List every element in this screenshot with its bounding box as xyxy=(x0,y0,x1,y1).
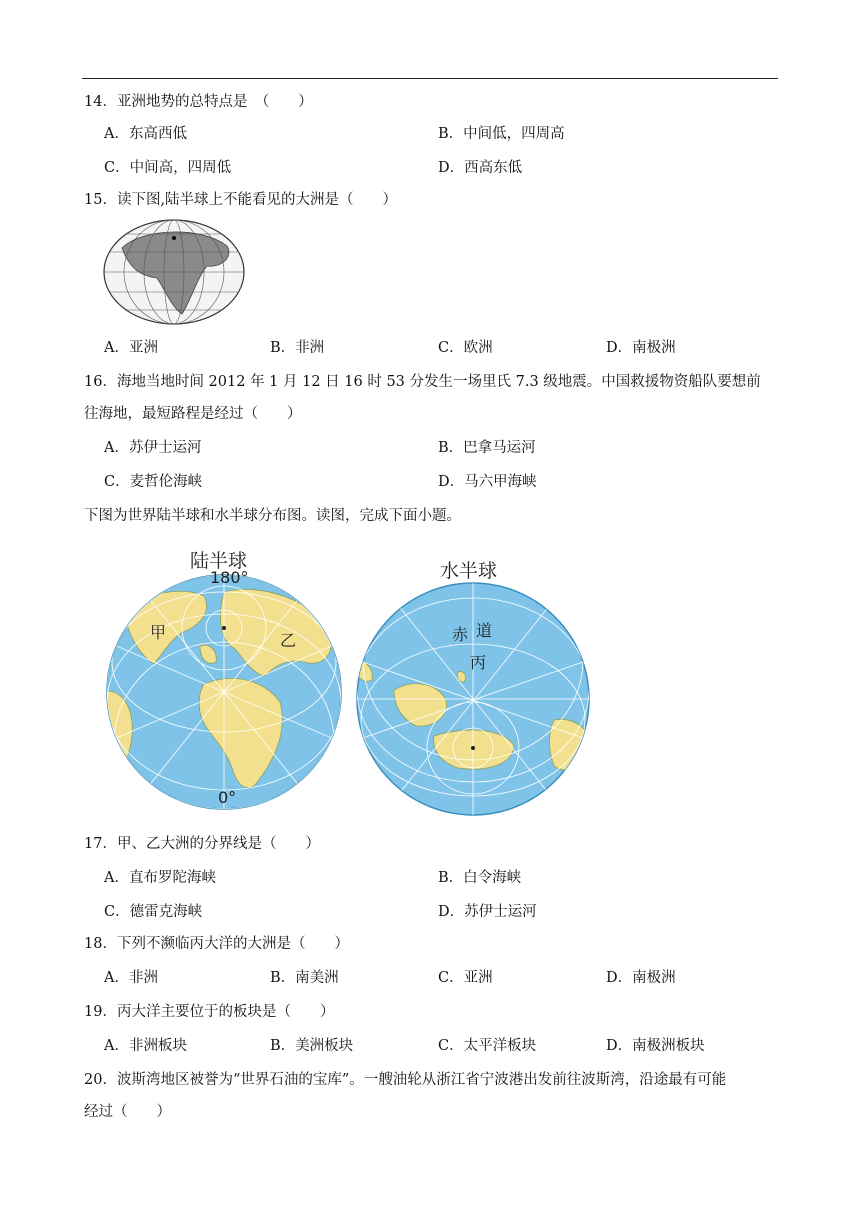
land-top-meridian-label: 180° xyxy=(210,568,249,587)
water-hemisphere-globe xyxy=(354,580,592,818)
question-15-stem: 15．读下图,陆半球上不能看见的大洲是（ ） xyxy=(84,192,398,208)
land-hemisphere-globe xyxy=(104,572,344,812)
q14-option-a[interactable]: A．东高西低 xyxy=(104,126,187,142)
question-16-stem-line1: 16．海地当地时间 2012 年 1 月 12 日 16 时 53 分发生一场里氏 7.3 级地震。中国救援物资船队要想前 xyxy=(84,374,761,390)
q16-option-d[interactable]: D．马六甲海峡 xyxy=(438,474,537,490)
q17-option-c[interactable]: C．德雷克海峡 xyxy=(104,904,203,920)
equator-label-2: 道 xyxy=(476,621,493,640)
q14-option-c[interactable]: C．中间高，四周低 xyxy=(104,160,232,176)
label-bing: 丙 xyxy=(470,653,487,672)
q18-option-b[interactable]: B．南美洲 xyxy=(270,970,339,986)
q15-option-b[interactable]: B．非洲 xyxy=(270,340,325,356)
q14-option-b[interactable]: B．中间低，四周高 xyxy=(438,126,565,142)
water-hemisphere-title: 水半球 xyxy=(440,560,498,582)
question-16-stem-line2: 往海地，最短路程是经过（ ） xyxy=(84,406,302,422)
land-hemisphere-title: 陆半球 xyxy=(190,550,248,572)
question-14-stem: 14．亚洲地势的总特点是 （ ） xyxy=(84,94,313,110)
figure-intro: 下图为世界陆半球和水半球分布图。读图，完成下面小题。 xyxy=(84,508,461,524)
question-18-stem: 18．下列不濒临丙大洋的大洲是（ ） xyxy=(84,936,349,952)
label-yi: 乙 xyxy=(280,631,297,650)
q19-option-d[interactable]: D．南极洲板块 xyxy=(606,1038,705,1054)
q18-option-c[interactable]: C．亚洲 xyxy=(438,970,493,986)
q17-option-d[interactable]: D．苏伊士运河 xyxy=(438,904,537,920)
q18-option-d[interactable]: D．南极洲 xyxy=(606,970,676,986)
land-bottom-meridian-label: 0° xyxy=(218,788,237,807)
equator-label-1: 赤 xyxy=(452,625,469,644)
q16-option-b[interactable]: B．巴拿马运河 xyxy=(438,440,536,456)
small-hemisphere-map xyxy=(102,218,246,326)
q17-option-b[interactable]: B．白令海峡 xyxy=(438,870,522,886)
question-19-stem: 19．丙大洋主要位于的板块是（ ） xyxy=(84,1004,335,1020)
q15-option-a[interactable]: A．亚洲 xyxy=(104,340,158,356)
q16-option-c[interactable]: C．麦哲伦海峡 xyxy=(104,474,203,490)
q15-option-d[interactable]: D．南极洲 xyxy=(606,340,676,356)
q14-option-d[interactable]: D．西高东低 xyxy=(438,160,523,176)
q17-option-a[interactable]: A．直布罗陀海峡 xyxy=(104,870,216,886)
label-jia: 甲 xyxy=(150,623,167,642)
question-20-stem-line1: 20．波斯湾地区被誉为“世界石油的宝库”。一艘油轮从浙江省宁波港出发前往波斯湾，沿途最有可能 xyxy=(84,1072,727,1088)
q19-option-b[interactable]: B．美洲板块 xyxy=(270,1038,354,1054)
question-17-stem: 17．甲、乙大洲的分界线是（ ） xyxy=(84,836,320,852)
q16-option-a[interactable]: A．苏伊士运河 xyxy=(104,440,202,456)
q18-option-a[interactable]: A．非洲 xyxy=(104,970,158,986)
q19-option-a[interactable]: A．非洲板块 xyxy=(104,1038,187,1054)
q19-option-c[interactable]: C．太平洋板块 xyxy=(438,1038,537,1054)
question-20-stem-line2: 经过（ ） xyxy=(84,1104,171,1120)
q15-option-c[interactable]: C．欧洲 xyxy=(438,340,493,356)
header-rule xyxy=(82,78,778,79)
